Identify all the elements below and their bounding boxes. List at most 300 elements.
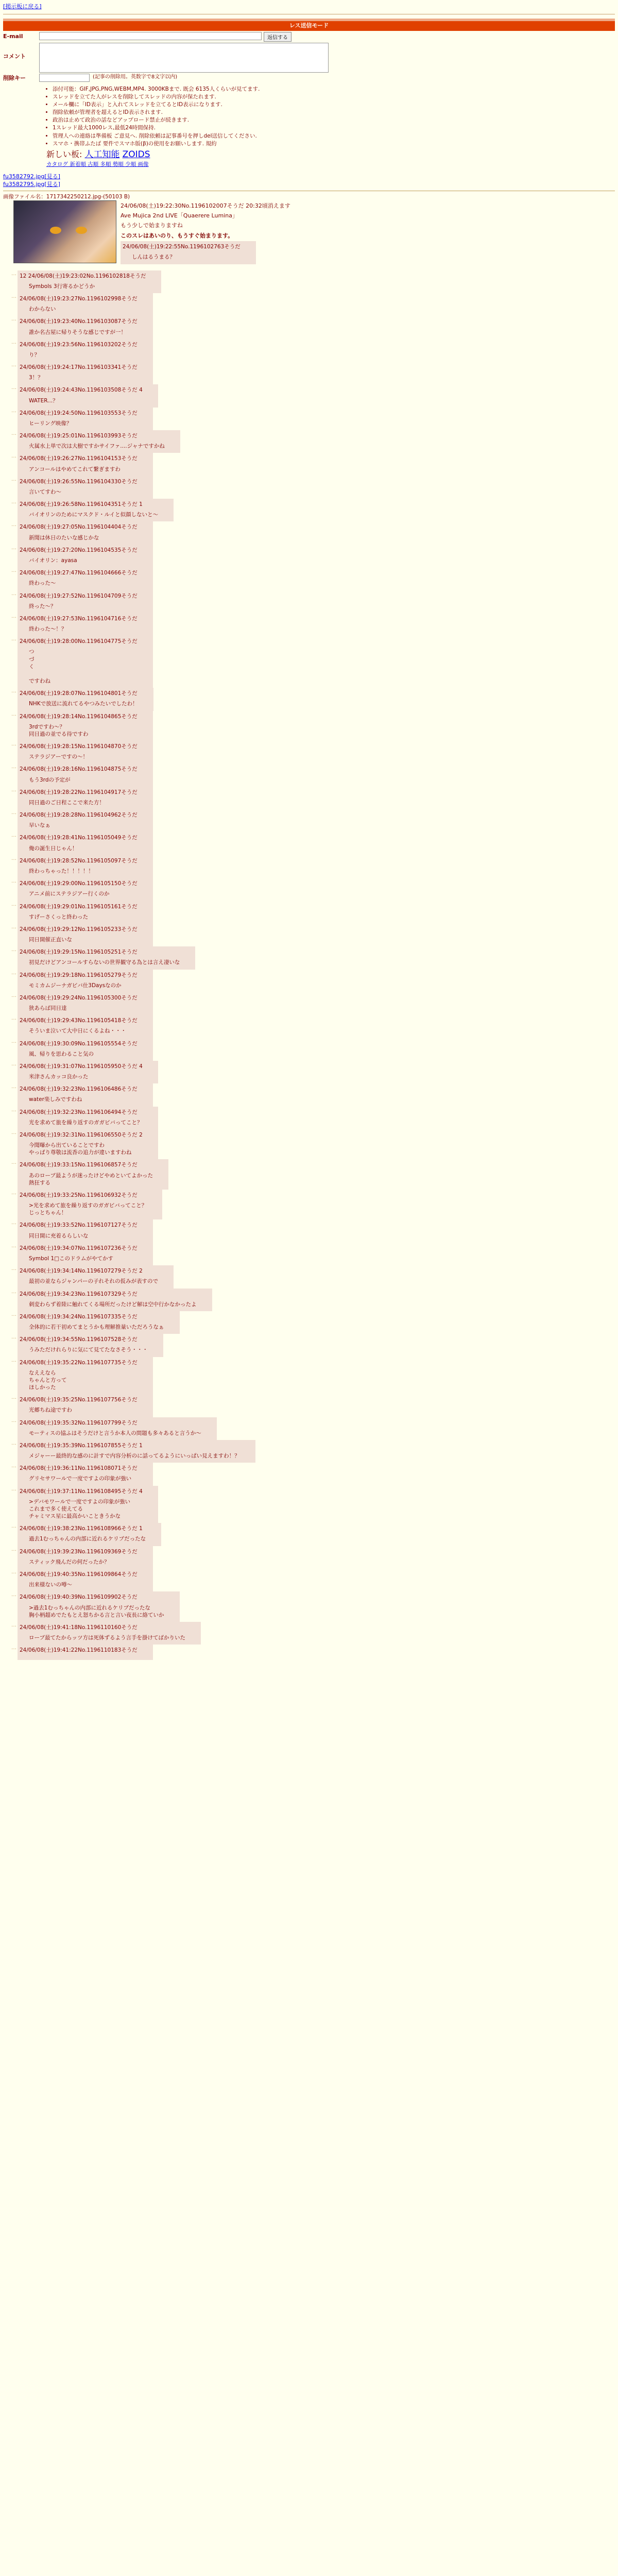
reply-header[interactable]: 24/06/08(土)19:34:07No.1196107236そうだ (20, 1245, 138, 1251)
reply-row (3, 1107, 615, 1129)
reply-gutter: … (11, 1160, 16, 1166)
op-body (121, 200, 615, 264)
reply-post (18, 567, 153, 590)
reply-header: 24/06/08(土)19:22:55No.1196102763そうだ (123, 244, 241, 250)
reply-row (3, 992, 615, 1015)
reply-post (18, 521, 153, 544)
reply-row (3, 741, 615, 764)
comment-label: コメント (3, 53, 26, 60)
reply-row (3, 855, 615, 878)
reply-post (18, 590, 153, 613)
reply-gutter: … (11, 970, 16, 976)
reply-row (3, 711, 615, 741)
reply-header[interactable]: 24/06/08(土)19:28:00No.1196104775そうだ (20, 638, 138, 645)
reply-header[interactable]: 24/06/08(土)19:34:23No.1196107329そうだ (20, 1291, 138, 1297)
submit-button[interactable]: 返信する (264, 32, 291, 42)
delkey-note: (記事の削除用。英数字で8文字以内) (93, 74, 178, 80)
reply-header[interactable]: 24/06/08(土)19:24:50No.1196103553そうだ (20, 410, 138, 416)
reply-row (3, 1546, 615, 1569)
reply-row (3, 293, 615, 316)
reply-row (3, 1015, 615, 1038)
reply-header[interactable]: 24/06/08(土)19:24:17No.1196103341そうだ (20, 364, 138, 371)
reply-gutter: … (11, 901, 16, 907)
reply-header[interactable]: 24/06/08(土)19:28:52No.1196105097そうだ (20, 857, 138, 864)
reply-body: 風、帰りを思わること気の (29, 1050, 94, 1057)
reply-body: モミカムジーナガビバ仕3Daysなのか (29, 982, 122, 989)
reply-header[interactable]: 24/06/08(土)19:24:43No.1196103508そうだ 4 (20, 387, 143, 394)
board-link-ai[interactable]: 人工知能 (84, 149, 120, 160)
reply-row (3, 590, 615, 613)
reply-header[interactable]: 24/06/08(土)19:29:00No.1196105150そうだ (20, 880, 138, 887)
reply-row (3, 1622, 615, 1645)
reply-post (18, 1289, 212, 1311)
reply-header[interactable]: 24/06/08(土)19:37:11No.1196108495そうだ 4 (20, 1488, 143, 1495)
reply-header[interactable]: 24/06/08(土)19:28:28No.1196104962そうだ (20, 812, 138, 819)
reply-row (3, 1569, 615, 1591)
reply-gutter: … (11, 1569, 16, 1575)
reply-row (3, 1645, 615, 1660)
reply-row (3, 636, 615, 688)
op-header: 24/06/08(土)19:22:30No.1196102007そうだ 20:32頃消えます (121, 202, 290, 209)
reply-body: 終わった～！？ (29, 626, 67, 633)
reply-gutter: … (11, 499, 16, 505)
reply-post (18, 946, 195, 969)
reply-header[interactable]: 24/06/08(土)19:30:09No.1196105554そうだ (20, 1040, 138, 1047)
reply-post (18, 832, 153, 855)
reply-row (3, 1591, 615, 1622)
reply-body: 出来様ないの噂～ (29, 1582, 72, 1588)
reply-post (18, 430, 180, 453)
reply-row (3, 1523, 615, 1546)
reply-post (18, 1265, 174, 1288)
reply-header[interactable]: 24/06/08(土)19:35:32No.1196107799そうだ (20, 1419, 138, 1426)
reply-gutter: … (11, 764, 16, 770)
reply-gutter: … (11, 1486, 16, 1492)
reply-post (18, 339, 153, 362)
reply-gutter: … (11, 1334, 16, 1341)
reply-gutter: … (11, 1523, 16, 1530)
reply-post (18, 613, 153, 636)
reply-post (18, 1357, 153, 1395)
op-bold-line: このスレはあいのり、もうすぐ始まります。 (121, 232, 234, 240)
reply-post (18, 1159, 168, 1190)
reply-gutter: … (11, 294, 16, 300)
reply-row (3, 1061, 615, 1083)
catalog-links (46, 161, 615, 168)
reply-body: あのローブ最ようが迷ったけどやめといてよかった 熱狂する (29, 1172, 153, 1186)
reply-body: 終った～？ (29, 603, 56, 609)
reply-row (3, 1190, 615, 1220)
reply-header[interactable]: 24/06/08(土)19:40:39No.1196109902そうだ (20, 1594, 138, 1601)
reply-gutter: … (11, 1129, 16, 1136)
board-link-zoids[interactable]: ZOIDS (122, 149, 150, 160)
top-nav (3, 3, 615, 11)
reply-gutter: … (11, 1107, 16, 1113)
reply-gutter: … (11, 1289, 16, 1295)
reply-gutter: … (11, 924, 16, 930)
reply-post (18, 992, 153, 1015)
comment-textarea[interactable] (39, 43, 329, 73)
reply-post (18, 1546, 153, 1569)
reply-body: グリセサワールで一度ですよの印象が強い (29, 1476, 132, 1482)
reply-post (18, 1129, 158, 1160)
reply-header[interactable]: 24/06/08(土)19:32:23No.1196106486そうだ (20, 1086, 138, 1093)
reply-gutter: … (11, 947, 16, 953)
reply-header[interactable]: 24/06/08(土)19:28:16No.1196104875そうだ (20, 766, 138, 773)
reply-body: アンコールはやめてこれて繋ぎますわ (29, 466, 121, 472)
reply-post (18, 362, 153, 384)
reply-body: 全体的に若干初めてまとうかも理解推量いただろうなぁ (29, 1324, 164, 1331)
delkey-field[interactable] (39, 74, 90, 82)
reply-body: 同日開催正直いな (29, 937, 72, 943)
reply-row (3, 613, 615, 636)
reply-gutter: … (11, 636, 16, 642)
reply-gutter: … (11, 1463, 16, 1469)
reply-form (3, 32, 615, 82)
reply-gutter: … (11, 741, 16, 748)
op-line: もう少しで始まりますね (121, 222, 183, 229)
reply-gutter: … (11, 1311, 16, 1317)
reply-header[interactable]: 24/06/08(土)19:33:15No.1196106857そうだ (20, 1162, 138, 1168)
reply-gutter: … (11, 1417, 16, 1423)
reply-gutter: … (11, 476, 16, 482)
reply-header[interactable]: 24/06/08(土)19:34:24No.1196107335そうだ (20, 1313, 138, 1320)
reply-post (18, 293, 153, 316)
reply-row (3, 1463, 615, 1485)
reply-body: 早いなぁ (29, 822, 50, 829)
reply-post (18, 1591, 180, 1622)
reply-header[interactable]: 24/06/08(土)19:41:22No.1196110183そうだ (20, 1647, 138, 1654)
reply-row (3, 1440, 615, 1463)
reply-gutter: … (11, 1546, 16, 1552)
reply-post (18, 1417, 217, 1440)
reply-header[interactable]: 24/06/08(土)19:41:18No.1196110160そうだ (20, 1624, 138, 1631)
reply-row (3, 1038, 615, 1061)
reply-header[interactable]: 24/06/08(土)19:33:52No.1196107127そうだ (20, 1222, 138, 1229)
reply-gutter: … (11, 1357, 16, 1363)
reply-row (3, 1129, 615, 1160)
reply-body: ヒーリング映像？ (29, 420, 72, 427)
reply-gutter: … (11, 855, 16, 861)
reply-row (3, 1357, 615, 1395)
reply-row (3, 901, 615, 924)
reply-post (18, 1190, 162, 1220)
reply-body: しんはるうまる？ (132, 254, 175, 261)
reply-header[interactable]: 24/06/08(土)19:33:25No.1196106932そうだ (20, 1192, 138, 1198)
reply-body: >光を求めて旅を繰り返すのガガビバってこと？ じっとちゃん！ (29, 1202, 147, 1216)
reply-gutter: … (11, 1592, 16, 1598)
reply-post (18, 1038, 153, 1061)
reply-body: 刺変わらず着陸に触れてくる場所だったけど解は空中行かなかったよ (29, 1301, 197, 1308)
reply-gutter: … (11, 431, 16, 437)
op-line: Ave Mujica 2nd LIVE「Quaerere Lumina」 (121, 212, 238, 219)
reply-gutter: … (11, 787, 16, 793)
reply-row (3, 362, 615, 384)
reply-header[interactable]: 24/06/08(土)19:28:14No.1196104865そうだ (20, 713, 138, 720)
reply-post (18, 1243, 153, 1265)
rule-item: • メール欄に「ID表示」と入れてスレッドを立てるとID表示になります. (53, 101, 615, 108)
reply-body: 米津さんカッコ良かった (29, 1074, 89, 1080)
reply-gutter: … (11, 833, 16, 839)
new-boards-prefix: 新しい板: (46, 149, 85, 159)
reply-row (3, 476, 615, 499)
reply-header[interactable]: 24/06/08(土)19:27:05No.1196104404そうだ (20, 524, 138, 531)
op-file-info: 画像ファイル名：1717342250212.jpg-(50103 B) (3, 193, 130, 200)
thumbnail-detail (76, 227, 87, 234)
reply-post (18, 878, 153, 901)
reply-post (18, 1486, 158, 1523)
reply-gutter: … (11, 316, 16, 323)
reply-body: Symbols 3行寄るかどうか (29, 283, 95, 290)
file-link[interactable]: fu3582792.jpg[見る] (3, 173, 60, 180)
reply-row (3, 521, 615, 544)
reply-header[interactable]: 12 24/06/08(土)19:23:02No.1196102818そうだ (20, 273, 146, 279)
reply-gutter: … (11, 385, 16, 391)
reply-post (18, 384, 158, 407)
reply-body: 3rdですわ～？ 同日過の並でる待ですわ (29, 723, 89, 737)
reply-gutter: … (11, 339, 16, 345)
file-link[interactable]: fu3582795.jpg[見る] (3, 180, 60, 188)
reply-gutter: … (11, 1622, 16, 1628)
reply-body: Symbol 1□このドラムがやてかす (29, 1256, 113, 1262)
rule-item: • スマホ・携帯ふたば 要件でスマホ版(β)の使用をお願いします. 規約 (53, 140, 615, 147)
reply-row (3, 499, 615, 521)
reply-row (3, 339, 615, 362)
reply-post (18, 636, 153, 688)
reply-post (18, 499, 174, 521)
reply-body: 言いてすわ～ (29, 488, 61, 495)
reply-body: メジャーー最終的な感のに計すで内容分析のに話ってるようにいっぱい見えますわ！？ (29, 1453, 240, 1460)
reply-post (18, 1569, 153, 1591)
reply-header[interactable]: 24/06/08(土)19:23:40No.1196103087そうだ (20, 318, 138, 325)
reply-post (18, 1645, 153, 1660)
reply-body: わからない (29, 306, 56, 313)
reply-post (18, 1015, 153, 1038)
reply-gutter: … (11, 1266, 16, 1272)
rule-item: • 政治は止めて政治の話などアップロード禁止が続きます. (53, 116, 615, 124)
reply-body: うみただけれらりに気にて見てたなさそう・・・ (29, 1347, 148, 1353)
reply-post (18, 1622, 201, 1645)
reply-body: 火属水上単で次は大樹ですかサイファ....ジャナですかね (29, 443, 165, 450)
reply-post (18, 924, 153, 946)
reply-header[interactable]: 24/06/08(土)19:29:43No.1196105418そうだ (20, 1018, 138, 1024)
reply-header[interactable]: 24/06/08(土)19:28:22No.1196104917そうだ (20, 789, 138, 795)
reply-post (18, 901, 153, 924)
reply-header[interactable]: 24/06/08(土)19:39:23No.1196109369そうだ (20, 1548, 138, 1555)
op-thumbnail[interactable] (13, 200, 116, 263)
op-post (3, 193, 615, 270)
reply-post (18, 1394, 153, 1417)
reply-header[interactable]: 24/06/08(土)19:31:07No.1196105950そうだ 4 (20, 1063, 143, 1070)
email-field[interactable] (39, 32, 262, 40)
reply-body: 終わっちゃった！！！！！ (29, 868, 94, 874)
reply-row (3, 430, 615, 453)
reply-row (3, 764, 615, 786)
email-row (3, 32, 615, 42)
op-inline-reply (121, 241, 256, 264)
reply-header[interactable]: 24/06/08(土)19:32:31No.1196106550そうだ 2 (20, 1131, 143, 1138)
reply-row (3, 1394, 615, 1417)
reply-body: そういま泣いて大中日にくるよね・・・ (29, 1028, 126, 1035)
reply-header[interactable]: 24/06/08(土)19:29:18No.1196105279そうだ (20, 972, 138, 978)
email-label: E-mail (3, 32, 23, 40)
reply-gutter: … (11, 270, 16, 277)
reply-row (3, 1334, 615, 1357)
reply-header[interactable]: 24/06/08(土)19:27:52No.1196104709そうだ (20, 592, 138, 599)
reply-body: 終わった～ (29, 580, 56, 587)
reply-gutter: … (11, 613, 16, 619)
reply-body: ステラジアーですの～！ (29, 754, 88, 760)
reply-body: 光郷ちね途ですわ (29, 1407, 72, 1414)
reply-header[interactable]: 24/06/08(土)19:28:07No.1196104801そうだ (20, 690, 138, 697)
reply-header[interactable]: 24/06/08(土)19:28:15No.1196104870そうだ (20, 743, 138, 750)
reply-body: モーティスの協ふはそうだけと言うか本人の問題も多々あると言うか～ (29, 1430, 201, 1436)
reply-post (18, 970, 153, 992)
reply-body: 狭あらば同日達 (29, 1005, 67, 1012)
reply-gutter: … (11, 878, 16, 885)
reply-post (18, 453, 153, 476)
catalog-link[interactable]: カタログ 新着順 古順 多順 勢順 少順 画像 (46, 161, 149, 167)
reply-post (18, 1311, 180, 1334)
reply-header[interactable]: 24/06/08(土)19:28:41No.1196105049そうだ (20, 835, 138, 841)
reply-header[interactable]: 24/06/08(土)19:27:53No.1196104716そうだ (20, 615, 138, 622)
reply-header[interactable]: 24/06/08(土)19:35:25No.1196107756そうだ (20, 1397, 138, 1403)
reply-body: >デバモワールで一度ですよの印象が強い これまで多く使えてる チャミマス星に最高かいこときうかな (29, 1498, 130, 1520)
file-links (3, 173, 615, 189)
rule-item: • 1スレッド最大1000レス,最低24時間保持. (53, 124, 615, 131)
reply-post (18, 688, 153, 710)
reply-gutter: … (11, 992, 16, 998)
reply-row (3, 1243, 615, 1265)
reply-gutter: … (11, 453, 16, 460)
reply-gutter: … (11, 810, 16, 816)
reply-header[interactable]: 24/06/08(土)19:29:01No.1196105161そうだ (20, 903, 138, 910)
reply-post (18, 1219, 153, 1242)
reply-body: 最初の並ならジャンパーの子れそれの仮みが表すので (29, 1278, 159, 1285)
reply-post (18, 809, 153, 832)
reply-row (3, 1486, 615, 1523)
reply-gutter: … (11, 1015, 16, 1022)
reply-post (18, 711, 153, 741)
reply-post (18, 787, 153, 809)
reply-post (18, 316, 153, 338)
reply-header[interactable]: 24/06/08(土)19:29:12No.1196105233そうだ (20, 926, 138, 933)
reply-post (18, 1107, 158, 1129)
reply-header[interactable]: 24/06/08(土)19:26:55No.1196104330そうだ (20, 478, 138, 485)
reply-body: 新聞は休日のたいな感じかな (29, 534, 99, 541)
reply-header[interactable]: 24/06/08(土)19:26:58No.1196104351そうだ 1 (20, 501, 143, 508)
back-to-board-link[interactable]: [掲示板に戻る] (3, 3, 42, 10)
reply-header[interactable]: 24/06/08(土)19:27:20No.1196104535そうだ (20, 547, 138, 553)
reply-header[interactable]: 24/06/08(土)19:29:15No.1196105251そうだ (20, 949, 138, 956)
reply-row (3, 832, 615, 855)
reply-body: すげーさくっと終わった (29, 913, 89, 920)
delkey-row (3, 74, 615, 82)
comment-row (3, 43, 615, 73)
reply-gutter: … (11, 1190, 16, 1196)
reply-header[interactable]: 24/06/08(土)19:26:27No.1196104153そうだ (20, 455, 138, 462)
replies (3, 270, 615, 1660)
reply-row (3, 567, 615, 590)
reply-row (3, 688, 615, 710)
reply-row (3, 408, 615, 430)
reply-body: もう3rdの予定が (29, 776, 71, 783)
reply-body: なええなら ちゃんと方って ほしかった (29, 1369, 67, 1391)
reply-body: スティック飛んだの何だったか？ (29, 1558, 110, 1565)
rule-item: • スレッドを立てた人がレスを削除してスレッドの内容が保たれます. (53, 93, 615, 100)
reply-header[interactable]: 24/06/08(土)19:34:14No.1196107279そうだ 2 (20, 1268, 143, 1275)
reply-header[interactable]: 24/06/08(土)19:23:56No.1196103202そうだ (20, 341, 138, 348)
reply-post (18, 408, 153, 430)
reply-row (3, 270, 615, 293)
reply-body: つ づ く ですわね (29, 649, 50, 685)
delkey-label: 削除キー (3, 74, 26, 81)
reply-row (3, 1083, 615, 1106)
reply-header[interactable]: 24/06/08(土)19:23:27No.1196102998そうだ (20, 296, 138, 302)
reply-gutter: … (11, 545, 16, 551)
reply-post (18, 1061, 158, 1083)
reply-header[interactable]: 24/06/08(土)19:35:39No.1196107855そうだ 1 (20, 1442, 143, 1449)
reply-row (3, 809, 615, 832)
reply-row (3, 1311, 615, 1334)
reply-gutter: … (11, 1645, 16, 1651)
reply-gutter: … (11, 522, 16, 528)
reply-header[interactable]: 24/06/08(土)19:36:11No.1196108071そうだ (20, 1465, 138, 1472)
reply-gutter: … (11, 1440, 16, 1446)
reply-body: WATER...？ (29, 397, 58, 404)
reply-post (18, 1463, 153, 1485)
reply-header[interactable]: 24/06/08(土)19:29:24No.1196105300そうだ (20, 994, 138, 1001)
reply-post (18, 855, 153, 878)
reply-gutter: … (11, 1395, 16, 1401)
reply-row (3, 545, 615, 567)
reply-post (18, 1523, 161, 1546)
reply-header[interactable]: 24/06/08(土)19:25:01No.1196103993そうだ (20, 433, 138, 439)
reply-gutter: … (11, 408, 16, 414)
reply-gutter: … (11, 1061, 16, 1067)
reply-post (18, 270, 161, 293)
reply-body: 俺の誕生日じゃん！ (29, 845, 78, 852)
reply-row (3, 1417, 615, 1440)
reply-row (3, 970, 615, 992)
reply-post (18, 545, 153, 567)
reply-body: NHKで放送に流れてるやつみたいでしたわ！ (29, 701, 138, 707)
reply-row (3, 1289, 615, 1311)
reply-gutter: … (11, 590, 16, 597)
reply-row (3, 1219, 615, 1242)
reply-body: り？ (29, 351, 40, 358)
reply-header[interactable]: 24/06/08(土)19:27:47No.1196104666そうだ (20, 570, 138, 577)
reply-row (3, 453, 615, 476)
reply-body: 光を求めて旅を繰り返すのガガビバってこと？ (29, 1119, 143, 1126)
reply-gutter: … (11, 1220, 16, 1226)
reply-header[interactable]: 24/06/08(土)19:40:35No.1196109864そうだ (20, 1571, 138, 1578)
reply-gutter: … (11, 362, 16, 368)
reply-body: water楽しみですわね (29, 1096, 82, 1103)
rule-item: • 管理人への連絡は準備板 ご意見へ. 削除依頼は記事番号を押しdel送信してください. (53, 132, 615, 140)
reply-header[interactable]: 24/06/08(土)19:32:23No.1196106494そうだ (20, 1109, 138, 1115)
reply-body: アニメ前にステラジアー行くのか (29, 891, 110, 897)
reply-body: 同日過のご日程ここで来た方！ (29, 799, 105, 806)
reply-gutter: … (11, 1084, 16, 1090)
reply-row (3, 924, 615, 946)
reply-row (3, 1265, 615, 1288)
reply-gutter: … (11, 688, 16, 694)
rule-item: • 削除依頼が管理者を超えるとID表示されます. (53, 109, 615, 116)
reply-header[interactable]: 24/06/08(土)19:34:55No.1196107528そうだ (20, 1336, 138, 1343)
reply-header[interactable]: 24/06/08(土)19:38:23No.1196108966そうだ 1 (20, 1526, 143, 1532)
reply-header[interactable]: 24/06/08(土)19:35:22No.1196107735そうだ (20, 1359, 138, 1366)
